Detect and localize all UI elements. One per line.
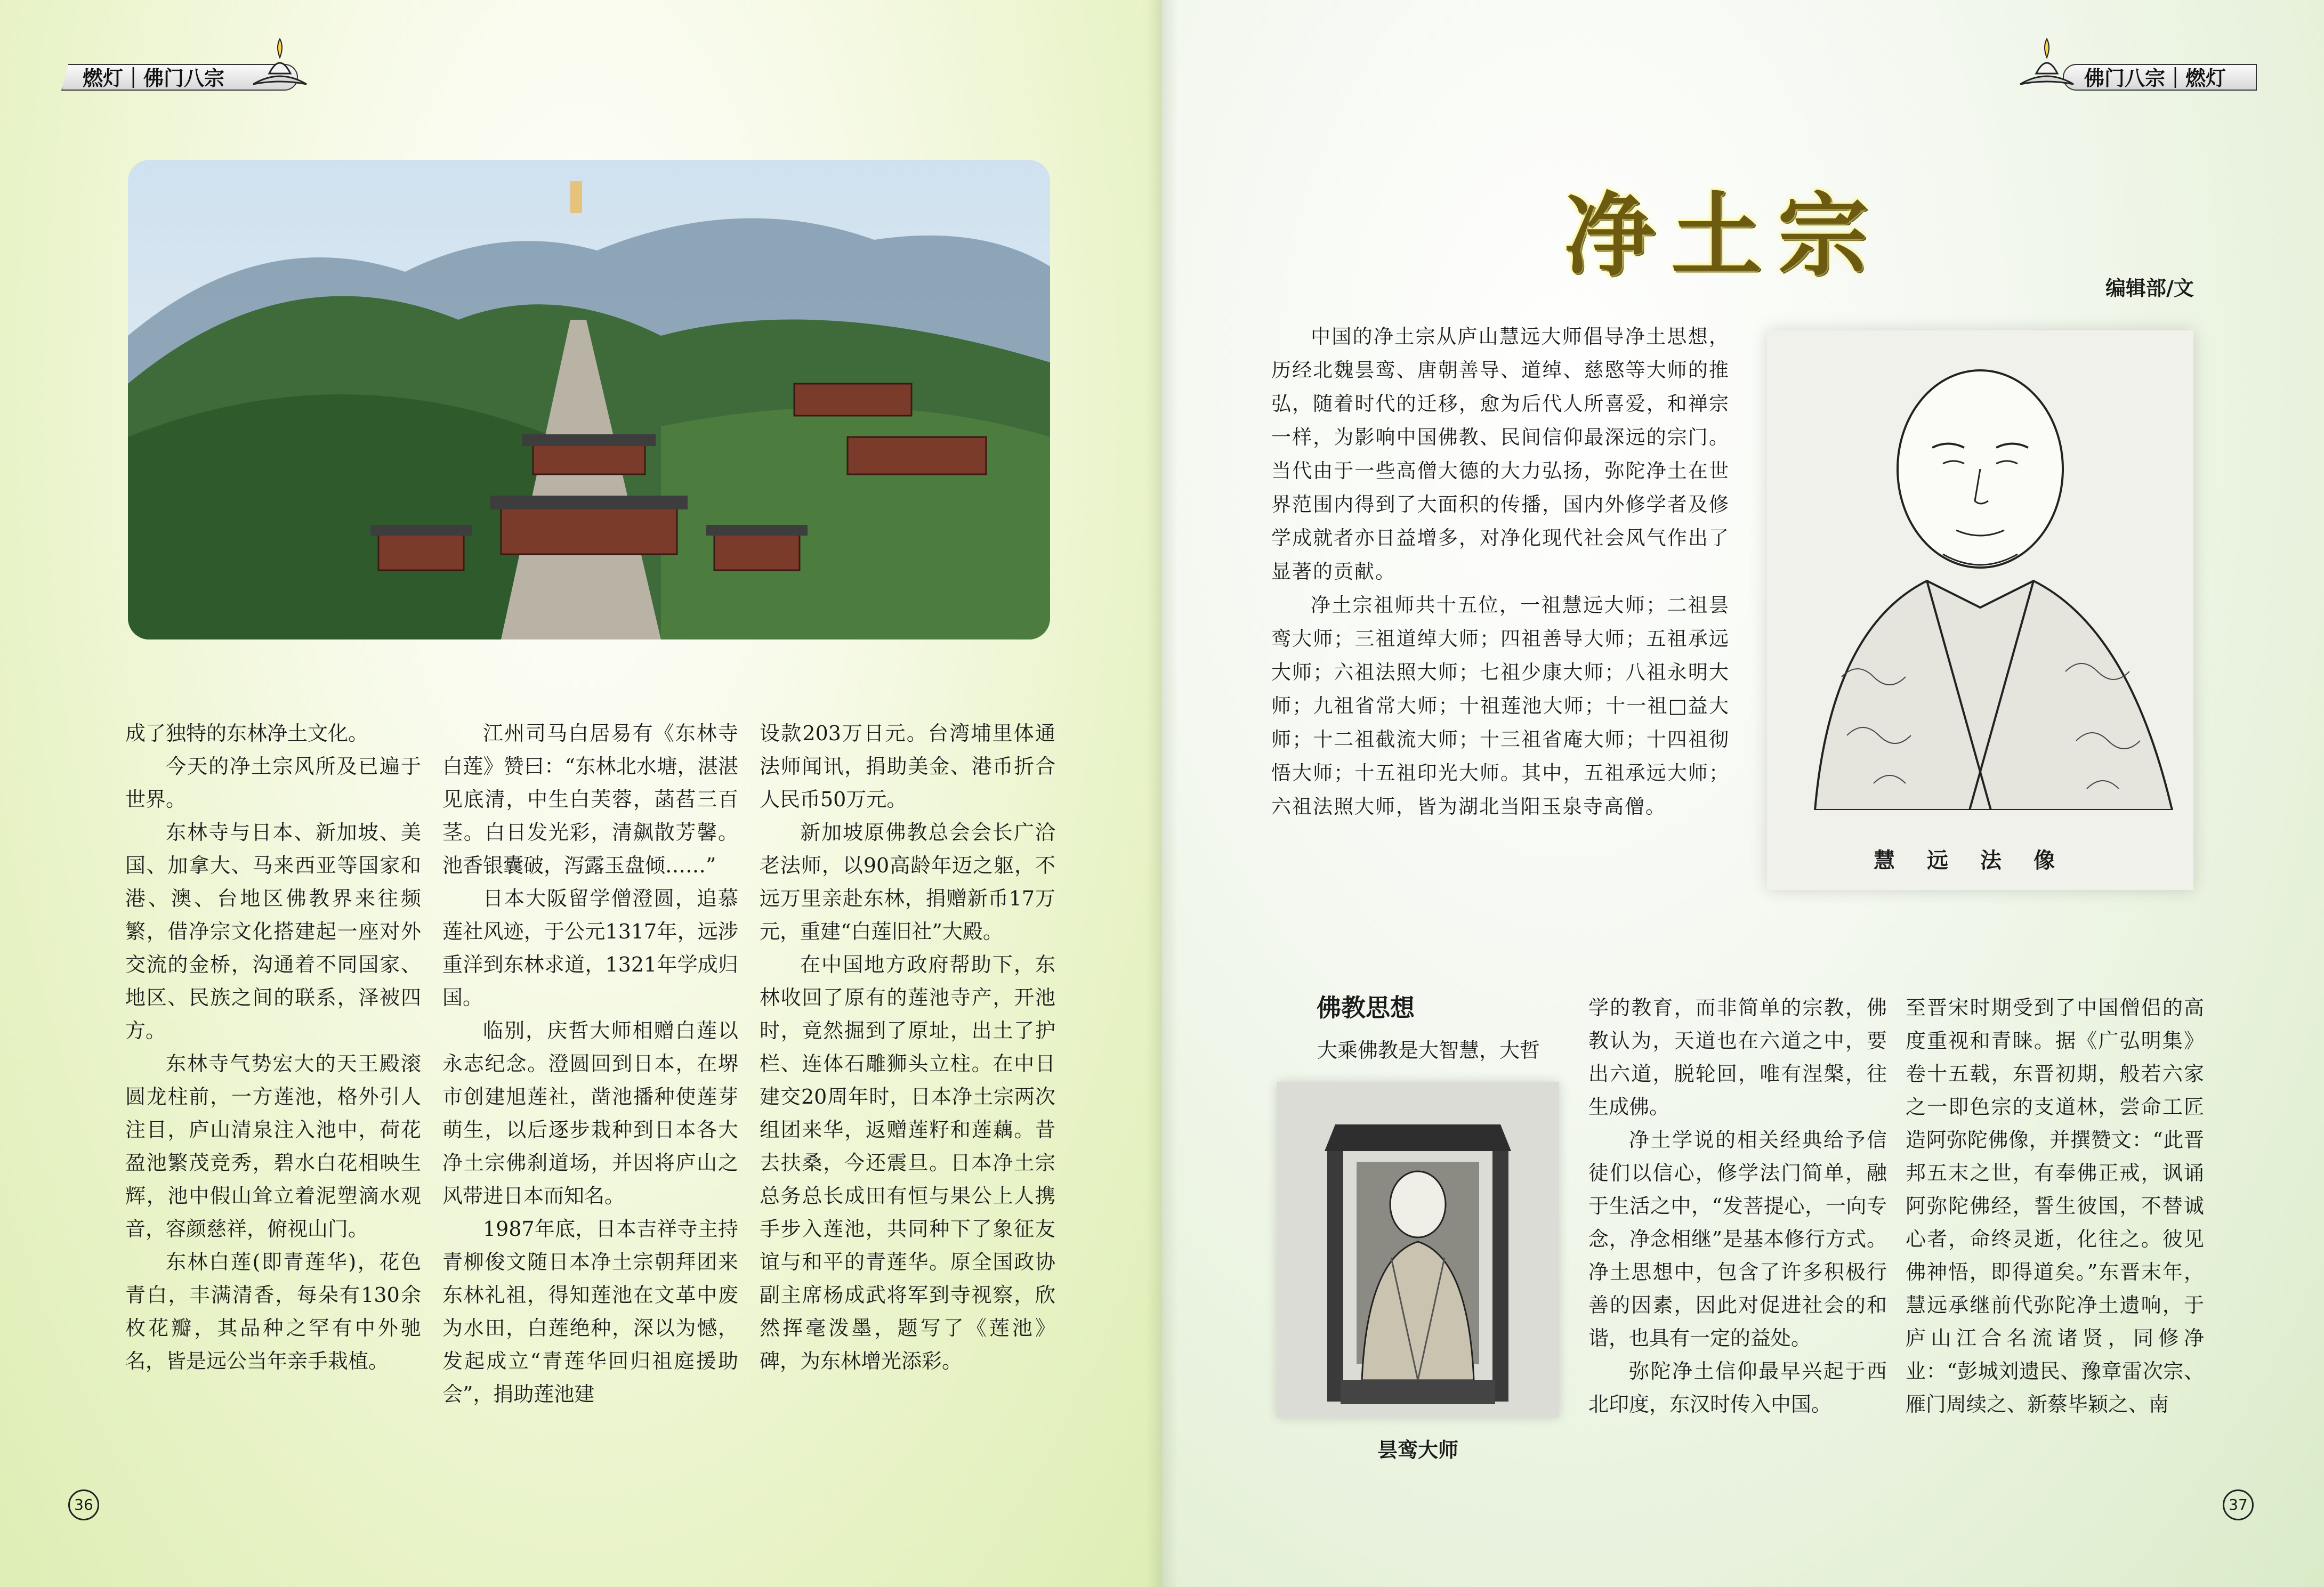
paragraph: 学的教育，而非简单的宗教，佛教认为，天道也在六道之中，要出六道，脱轮回，唯有涅槃，往生成佛。	[1588, 996, 1887, 1119]
paragraph: 日本大阪留学僧澄圆，追慕莲社风迹，于公元1317年，远涉重洋到东林求道，1321年学成归国。	[442, 887, 738, 1009]
right-running-header	[2020, 58, 2265, 95]
lotus-lamp-icon	[248, 36, 312, 95]
paragraph: 东林寺与日本、新加坡、美国、加拿大、马来西亚等国家和港、澳、台地区佛教界来往频繁，借净宗文化搭建起一座对外交流的金桥，沟通着不同国家、地区、民族之间的联系，泽被四方。	[125, 821, 421, 1042]
paragraph: 至晋宋时期受到了中国僧侣的高度重视和青睐。据《广弘明集》卷十五载，东晋初期，般若六家之一即色宗的支道林，尝命工匠造阿弥陀佛像，并撰赞文：“此晋邦五末之世，有奉佛正戒，讽诵阿弥陀佛经，誓生彼国，不替诚心者，命终灵逝，化往之。彼见佛神悟，即得道矣。”东晋末年，慧远承继前代弥陀净土遗响，于庐山江合名流诸贤，同修净业：“彭城刘遗民、豫章雷次宗、雁门周续之、新蔡毕颖之、南	[1906, 996, 2204, 1416]
paragraph: 净土宗祖师共十五位，一祖慧远大师；二祖昙鸾大师；三祖道绰大师；四祖善导大师；五祖承远大师；六祖法照大师；七祖少康大师；八祖永明大师；九祖省常大师；十祖莲池大师；十一祖□益大师；十二祖截流大师；十三祖省庵大师；十四祖彻悟大师；十五祖印光大师。其中，五祖承远大师；六祖法照大师，皆为湖北当阳玉泉寺高僧。	[1271, 594, 1730, 818]
section-heading: 佛教思想	[1317, 993, 1415, 1022]
left-header-label: 燃灯｜佛门八宗	[83, 67, 225, 90]
left-running-header	[61, 58, 338, 95]
byline: 编辑部/文	[2105, 277, 2194, 300]
intro-text	[1271, 320, 1730, 823]
article-title: 净土宗	[1564, 182, 1885, 289]
paragraph: 今天的净土宗风所及已遍于世界。	[125, 755, 421, 811]
page-number: 36	[68, 1489, 99, 1520]
right-column-2	[1588, 991, 1887, 1421]
paragraph: 东林白莲(即青莲华)，花色青白，丰满清香，每朵有130余枚花瓣，其品种之罕有中外驰名，皆是远公当年亲手栽植。	[125, 1250, 421, 1373]
paragraph: 大乘佛教是大智慧，大哲	[1317, 1039, 1540, 1062]
portrait-caption: 昙鸾大师	[1377, 1438, 1458, 1462]
paragraph: 江州司马白居易有《东林寺白莲》赞曰：“东林北水塘，湛湛见底清，中生白芙蓉，菡萏三百茎。白日发光彩，清飙散芳馨。池香银囊破，泻露玉盘倾……”	[442, 722, 738, 877]
portrait-caption: 慧远法像	[1874, 848, 2087, 873]
lotus-lamp-icon	[2015, 36, 2079, 95]
paragraph: 新加坡原佛教总会会长广洽老法师，以90高龄年迈之躯，不远万里亲赴东林，捐赠新币17万元，重建“白莲旧社”大殿。	[760, 821, 1055, 943]
monk-seated-painting	[1277, 1082, 1559, 1418]
donglin-temple-aerial-photo	[128, 160, 1050, 639]
paragraph: 弥陀净土信仰最早兴起于西北印度，东汉时传入中国。	[1588, 1359, 1887, 1416]
right-header-label: 佛门八宗｜燃灯	[2084, 67, 2226, 90]
page-number: 37	[2223, 1489, 2254, 1520]
page-gutter	[1146, 0, 1178, 1587]
paragraph: 设款203万日元。台湾埔里体通法师闻讯，捐助美金、港币折合人民币50万元。	[760, 722, 1055, 811]
paragraph: 成了独特的东林净土文化。	[125, 722, 369, 745]
monk-line-drawing	[1767, 330, 2193, 810]
right-column-1	[1277, 1034, 1575, 1067]
paragraph: 在中国地方政府帮助下，东林收回了原有的莲池寺产，开池时，竟然掘到了原址，出土了护栏、连体石雕狮头立柱。在中日建交20周年时，日本净土宗两次组团来华，返赠莲籽和莲藕。昔去扶桑，今还震旦。日本净土宗总务总长成田有恒与果公上人携手步入莲池，共同种下了象征友谊与和平的青莲华。原全国政协副主席杨成武将军到寺视察，欣然挥毫泼墨，题写了《莲池》碑，为东林增光添彩。	[760, 953, 1055, 1373]
left-column-2	[442, 717, 738, 1411]
left-column-3	[760, 717, 1055, 1378]
right-column-3	[1906, 991, 2204, 1421]
paragraph: 净土学说的相关经典给予信徒们以信心，修学法门简单，融于生活之中，“发菩提心，一向专念，净念相继”是基本修行方式。净土思想中，包含了许多积极行善的因素，因此对促进社会的和谐，也具有一定的益处。	[1588, 1128, 1887, 1350]
paragraph: 1987年底，日本吉祥寺主持青柳俊文随日本净土宗朝拜团来东林礼祖，得知莲池在文革中废为水田，白莲绝种，深以为憾，发起成立“青莲华回归祖庭援助会”，捐助莲池建	[442, 1217, 738, 1406]
tanluan-portrait	[1277, 1082, 1559, 1418]
paragraph: 东林寺气势宏大的天王殿滚圆龙柱前，一方莲池，格外引人注目，庐山清泉注入池中，荷花盈池繁茂竞秀，碧水白花相映生辉，池中假山耸立着泥塑滴水观音，容颜慈祥，俯视山门。	[125, 1052, 421, 1241]
huiyuan-portrait	[1767, 330, 2193, 890]
paragraph: 临别，庆哲大师相赠白莲以永志纪念。澄圆回到日本，在堺市创建旭莲社，凿池播种使莲芽萌生，以后逐步栽种到日本各大净土宗佛刹道场，并因将庐山之风带进日本而知名。	[442, 1019, 738, 1208]
left-column-1	[125, 717, 421, 1378]
paragraph: 中国的净土宗从庐山慧远大师倡导净土思想，历经北魏昙鸾、唐朝善导、道绰、慈愍等大师的推弘，随着时代的迁移，愈为后代人所喜爱，和禅宗一样，为影响中国佛教、民间信仰最深远的宗门。当代由于一些高僧大德的大力弘扬，弥陀净土在世界范围内得到了大面积的传播，国内外修学者及修学成就者亦日益增多，对净化现代社会风气作出了显著的贡献。	[1271, 325, 1730, 583]
